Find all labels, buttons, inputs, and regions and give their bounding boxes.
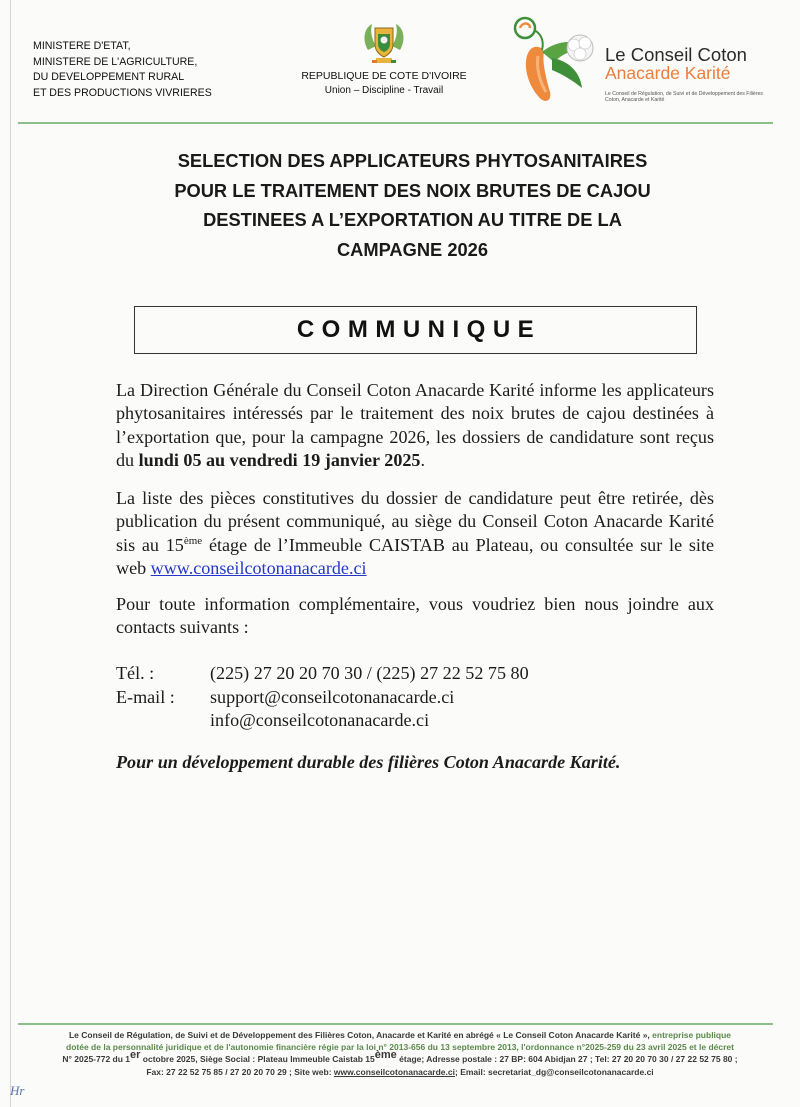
logo-tagline: Le Conseil de Régulation, de Suivi et de Développement des Filières Coton, Anacarde et Karité [605,91,764,103]
footer-divider [18,1023,773,1025]
footer-text: ; Email: secretariat_dg@conseilcotonanacarde.ci [455,1066,654,1077]
ministry-line: ET DES PRODUCTIONS VIVRIERES [33,86,212,99]
republic-block [258,20,510,96]
footer-text: Le Conseil de Régulation, de Suivi et de Développement des Filières Coton, Anacarde et Karité en abrégé « Le Conseil Coton Anacarde Karité », [68,1030,653,1040]
republic-motto: Union – Discipline - Travail [324,85,444,96]
website-link[interactable]: www.conseilcotonanacarde.ci [150,558,367,579]
footer-text: étage; Adresse postale : 27 BP: 604 Abidjan 27 ; Tel: 27 20 20 70 30 / 27 22 52 75 80 ; [396,1054,738,1065]
communique-box [134,306,697,354]
paragraph-contacts-intro: Pour toute information complémentaire, vous voudriez bien nous joindre aux contacts suivants : [116,594,714,638]
paragraph-documents [116,487,714,581]
page-edge [10,0,11,1107]
footer-text: entreprise publique [652,1030,732,1040]
paragraph-end: . [420,450,425,471]
footer-line: dotée de la personnalité juridique et de l'autonomie financière régie par la loi n° 2013-656 du 13 septembre 2013, l'ordonnance n°2025-259 du 23 avril 2025 et le décret [66,1042,734,1053]
footer-text: N° 2025-772 du 1 [62,1054,131,1065]
title-line: DESTINEES A L’EXPORTATION AU TITRE DE LA [203,209,622,230]
ministry-block [33,39,212,101]
superscript: er [130,1049,141,1062]
tel-value: (225) 27 20 20 70 30 / (225) 27 22 52 75 80 [210,663,529,683]
communique-label: COMMUNIQUE [296,316,542,343]
title-line: POUR LE TRAITEMENT DES NOIX BRUTES DE CAJOU [174,179,651,201]
tel-label: Tél. : [116,663,155,683]
footer-line [20,1029,780,1041]
paragraph-text: La liste des pièces constitutives du dossier de candidature peut être retirée, dès publication du présent communiqué, au siège du Conseil Coton Anacarde Karité sis au 15 [116,488,714,555]
legal-footer [20,1029,780,1078]
email-info: info@conseilcotonanacarde.ci [210,710,430,730]
footer-line [20,1049,780,1065]
coat-of-arms-icon [360,20,408,66]
ministry-line: MINISTERE DE L'AGRICULTURE, [33,55,198,68]
closing-slogan: Pour un développement durable des filières Coton Anacarde Karité. [116,752,621,772]
title-line: CAMPAGNE 2026 [336,238,489,260]
superscript: ème [374,1049,397,1062]
cotton-cashew-logo-icon [508,12,608,112]
conseil-logo [508,12,788,112]
handwritten-initials: Hr [10,1083,25,1098]
application-dates: lundi 05 au vendredi 19 janvier 2025 [138,450,421,471]
ministry-line: DU DEVELOPPEMENT RURAL [33,71,185,83]
footer-website: www.conseilcotonanacarde.ci [333,1066,455,1077]
paragraph-application-period [116,379,714,473]
email-label: E-mail : [116,686,175,707]
footer-text: octobre 2025, Siège Social : Plateau Immeuble Caistab 15 [140,1054,375,1065]
republic-name: REPUBLIQUE DE COTE D'IVOIRE [301,70,467,82]
footer-text: Fax: 27 22 52 75 85 / 27 20 20 70 29 ; Site web: [146,1066,334,1077]
footer-line [20,1066,780,1078]
ministry-line: MINISTERE D'ETAT, [33,40,131,52]
header-divider [18,122,773,124]
contacts-block [116,662,529,733]
document-title [40,146,785,264]
email-support: support@conseilcotonanacarde.ci [210,686,455,707]
logo-title: Le Conseil Coton [605,44,747,65]
superscript: ème [183,534,203,547]
paragraph-text: La Direction Générale du Conseil Coton Anacarde Karité informe les applicateurs phytosanitaires intéressés par le traitement des noix brutes de cajou destinées à l’exportation que, pour la campagne 2026, les dossiers de candidature sont reçus du [116,380,714,471]
logo-subtitle: Anacarde Karité [605,63,731,83]
title-line: SELECTION DES APPLICATEURS PHYTOSANITAIRES [177,150,648,171]
paragraph-text: étage de l’Immeuble CAISTAB au Plateau, ou consultée sur le site web [116,534,715,579]
